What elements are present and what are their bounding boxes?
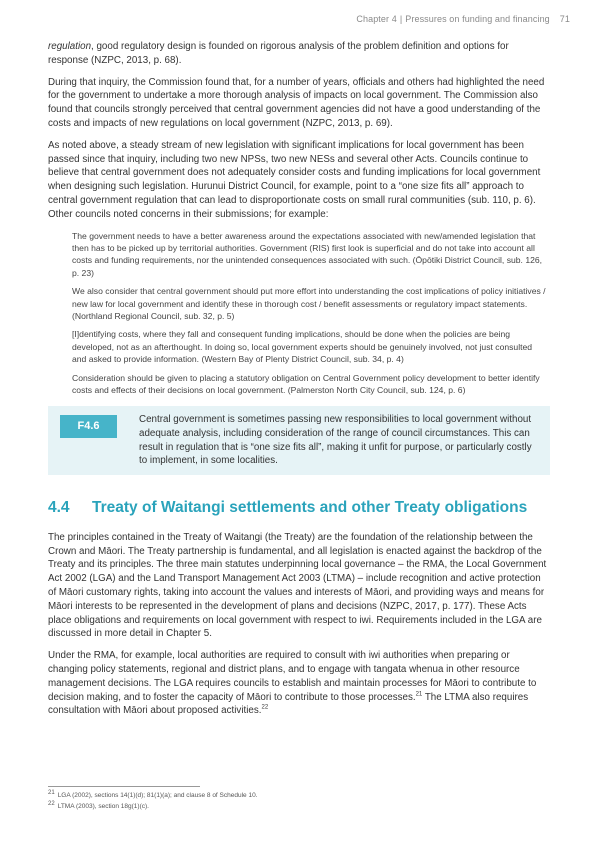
finding-box — [48, 406, 550, 474]
paragraph-3: As noted above, a steady stream of new legislation with significant implications for local government has been passed since that inquiry, including two new NPSs, two new NESs and several other Acts. Councils continue to believe that central government does not adequately consider costs and funding implications for local government when designing such legislation. Hurunui District Council, for example, point to a “one size fits all” approach to central government regulation that can lead to disproportionate costs on small rural communities (sub. 110, p. 6). Other councils noted concerns in their submissions; for example: — [48, 139, 541, 220]
footnote-21 — [48, 789, 258, 799]
section-paragraph-2 — [48, 649, 550, 718]
section-number: 4.4 — [48, 498, 70, 516]
footnote-number: 21 — [48, 789, 55, 796]
footnote-ref-22[interactable]: 22 — [261, 705, 269, 712]
quote-opotiki: The government needs to have a better awareness around the expectations associated with new/amended legislation that then has to be picked up by territorial authorities. Government (RIS) first look is superficial and do not take into account all costs and funding requirements, nor the unintended consequences associated with such. (Ōpōtiki District Council, sub. 126, p. 23) — [72, 230, 543, 278]
page-number: 71 — [559, 14, 570, 24]
section-paragraph-1: The principles contained in the Treaty of Waitangi (the Treaty) are the foundation of the relationship between the Crown and Māori. The Treaty partnership is fundamental, and all legislation is enacted against the backdrop of the Treaty and its principles. The three main statutes underpinning local governance – the RMA, the Local Government Act 2002 (LGA) and the Land Transport Management Act 2003 (LTMA) – include recognition and active protection of Māori customary rights, taking into account the values and interests of Māori, and providing ways and means for Māori interests to be represented in the development of plans and decisions (NZPC, 2017, p. 177). These Acts place obligations and requirements on local government with respect to iwi. Requirements included in the LGA are discussed in more detail in Chapter 5. — [48, 531, 547, 640]
paragraph-1-text: , good regulatory design is founded on rigorous analysis of the problem definition and options for response (NZPC, 2013, p. 68). — [48, 41, 509, 66]
section-heading — [48, 499, 550, 517]
footnote-number: 22 — [48, 800, 55, 807]
paragraph-2: During that inquiry, the Commission found that, for a number of years, officials and others had highlighted the need for the government to undertake a more thorough analysis of impacts on local government. The Commission also found that councils strongly perceived that central government agencies did not have a good understanding of the costs and impacts of new regulations on local government (NZPC, 2013, p. 69). — [48, 76, 545, 129]
quote-northland: We also consider that central government should put more effort into understanding the cost implications of policy initiatives / new law for local government and identify these in thorough cost / benefit assessments or regulatory impact statements. (Northland Regional Council, sub. 32, p. 5) — [72, 286, 546, 321]
paragraph-1 — [48, 40, 550, 68]
footnote-text: LTMA (2003), section 18g(1)(c). — [57, 803, 149, 810]
footnote-text: LGA (2002), sections 14(1)(d); 81(1)(a); and clause 8 of Schedule 10. — [57, 792, 258, 799]
paragraph-1-italic: regulation — [48, 41, 92, 52]
finding-label: F4.6 — [60, 415, 117, 438]
quote-palmerston-north: Consideration should be given to placing a statutory obligation on Central Government policy development to better identify costs and effects of their decisions on local government. (Palmerston North City Council, sub. 124, p. 6) — [72, 372, 540, 396]
running-header — [356, 14, 570, 24]
footnote-ref-21[interactable]: 21 — [415, 691, 423, 698]
section-paragraph-2-text-cont: The LTMA also requires consultation with Māori about proposed activities. — [48, 691, 529, 717]
submission-quotes — [48, 230, 550, 397]
header-title: Pressures on funding and financing — [405, 14, 550, 24]
footnote-divider — [48, 786, 200, 787]
footnote-22 — [48, 800, 149, 810]
header-separator: | — [399, 14, 403, 24]
quote-western-bay: [I]dentifying costs, where they fall and consequent funding implications, should be done when the policies are being developed, not as an afterthought. In doing so, local government experts should be genuinely involved, not just consulted and asked to provide information. (Western Bay of Plenty District Council, sub. 34, p. 4) — [72, 329, 533, 365]
header-chapter: Chapter 4 — [356, 14, 397, 24]
section-paragraph-2-text: Under the RMA, for example, local authorities are required to consult with iwi authorities when preparing or changing policy statements, regional and district plans, and to engage with tangata whenua in other resource management decisions. The LGA requires councils to establish and maintain processes for Māori to contribute to decision making, and to foster the capacity of Māori to contribute to those processes. — [48, 650, 537, 703]
page-body — [48, 40, 550, 726]
section-title: Treaty of Waitangi settlements and other Treaty obligations — [92, 498, 528, 516]
finding-text: Central government is sometimes passing new responsibilities to local government without adequate analysis, including consideration of the range of council circumstances. This can result in regulation that is “one size fits all”, making it unfit for purpose, or particularly costly to implement, in some localities. — [139, 414, 532, 467]
